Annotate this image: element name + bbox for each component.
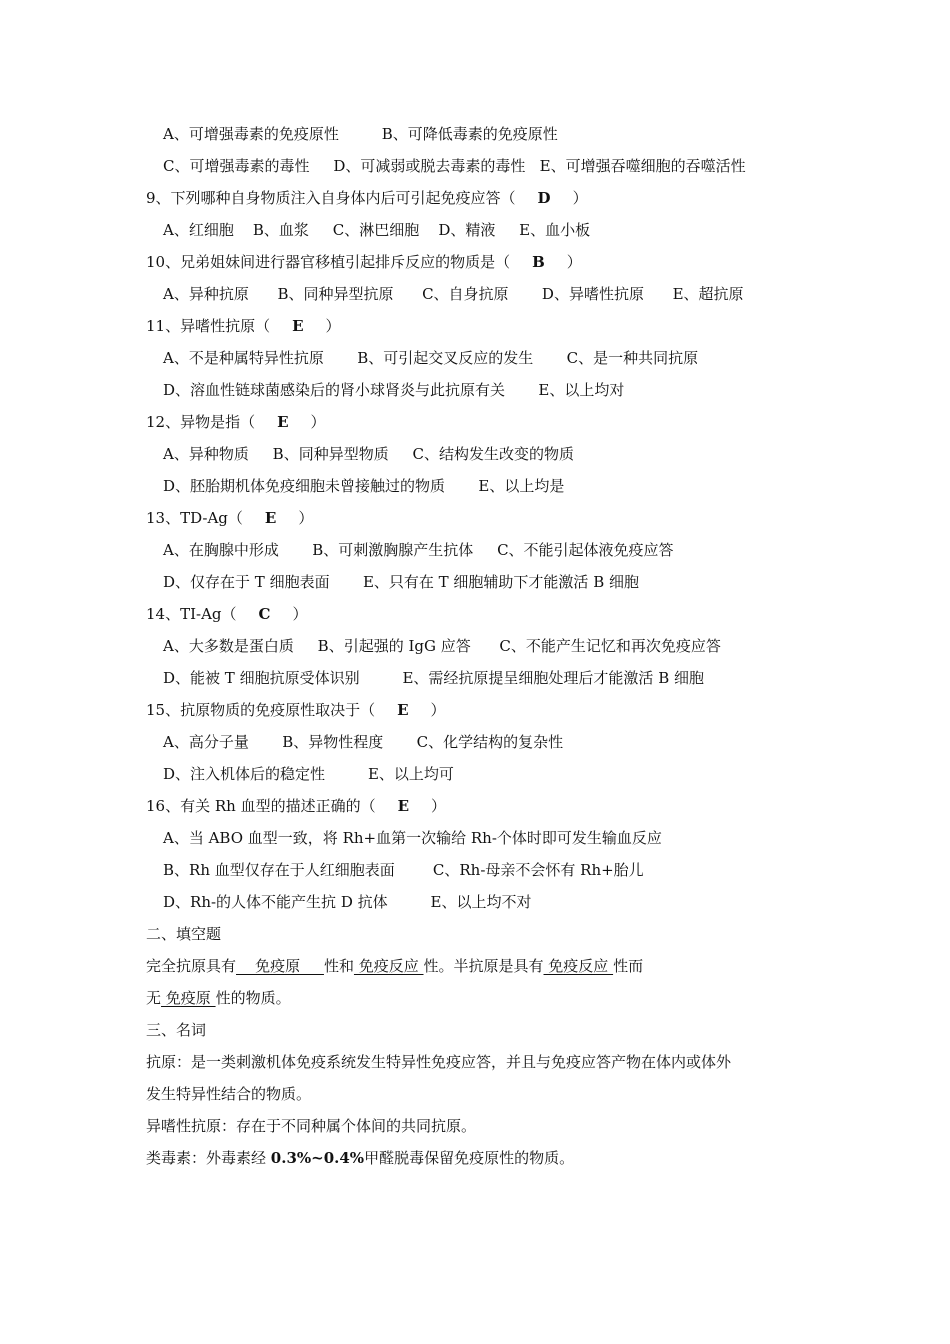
question-15-options-2: D、注入机体后的稳定性 E、以上均可 [163, 765, 454, 783]
question-12-options-1: A、异种物质 B、同种异型物质 C、结构发生改变的物质 [163, 445, 575, 463]
text-segment: 性和 [323, 957, 354, 975]
question-16-options-3: D、Rh-的人体不能产生抗 D 抗体 E、以上均不对 [163, 893, 532, 911]
question-11-options-1: A、不是种属特异性抗原 B、可引起交叉反应的发生 C、是一种共同抗原 [163, 349, 699, 367]
q8-options-line-2: C、可增强毒素的毒性 D、可减弱或脱去毒素的毒性 E、可增强吞噬细胞的吞噬活性 [163, 157, 746, 175]
question-13-options-1: A、在胸腺中形成 B、可刺激胸腺产生抗体 C、不能引起体液免疫应答 [163, 541, 674, 559]
definition-antigen-line-1: 抗原：是一类刺激机体免疫系统发生特异性免疫应答，并且与免疫应答产物在体内或体外 [146, 1053, 732, 1071]
question-stem: 12、异物是指（ [146, 413, 256, 431]
text-segment: 无 [146, 989, 162, 1007]
answer-letter: E [397, 797, 410, 815]
question-stem: 13、TD-Ag（ [146, 509, 243, 527]
text-segment: 性的物质。 [215, 989, 291, 1007]
question-15 [146, 700, 446, 720]
q8-options-line-1: A、可增强毒素的免疫原性 B、可降低毒素的免疫原性 [163, 125, 558, 143]
fill-blank-line-2 [146, 988, 291, 1008]
answer-letter: C [258, 605, 271, 623]
fill-blank-line-1 [146, 956, 643, 976]
definition-toxoid [146, 1148, 574, 1168]
answer-letter: B [532, 253, 545, 271]
question-14 [146, 604, 308, 624]
question-10 [146, 252, 582, 272]
text-segment: 完全抗原具有 [146, 957, 237, 975]
text-segment: 性。半抗原是具有 [423, 957, 544, 975]
question-close: ） [325, 317, 341, 335]
question-9-options: A、红细胞 B、血浆 C、淋巴细胞 D、精液 E、血小板 [163, 221, 591, 239]
question-close: ） [431, 797, 447, 815]
answer-letter: E [397, 701, 409, 719]
answer-letter: D [537, 189, 551, 207]
text-segment: 性而 [613, 957, 644, 975]
question-close: ） [430, 701, 446, 719]
question-11 [146, 316, 341, 336]
question-close: ） [298, 509, 314, 527]
question-14-options-1: A、大多数是蛋白质 B、引起强的 IgG 应答 C、不能产生记忆和再次免疫应答 [163, 637, 721, 655]
question-stem: 14、TI-Ag（ [146, 605, 237, 623]
blank-answer: 免疫反应 [353, 957, 424, 975]
answer-letter: E [277, 413, 289, 431]
definition-antigen-line-2: 发生特异性结合的物质。 [146, 1085, 312, 1103]
question-12 [146, 412, 326, 432]
question-stem: 11、异嗜性抗原（ [146, 317, 271, 335]
question-15-options-1: A、高分子量 B、异物性程度 C、化学结构的复杂性 [163, 733, 564, 751]
question-13-options-2: D、仅存在于 T 细胞表面 E、只有在 T 细胞辅助下才能激活 B 细胞 [163, 573, 639, 591]
section-2-heading: 二、填空题 [146, 925, 222, 943]
question-close: ） [566, 253, 582, 271]
question-9 [146, 188, 588, 208]
question-14-options-2: D、能被 T 细胞抗原受体识别 E、需经抗原提呈细胞处理后才能激活 B 细胞 [163, 669, 704, 687]
question-close: ） [572, 189, 588, 207]
answer-letter: E [292, 317, 304, 335]
question-16-options-1: A、当 ABO 血型一致，将 Rh+血第一次输给 Rh-个体时即可发生输血反应 [163, 829, 662, 847]
question-stem: 16、有关 Rh 血型的描述正确的（ [146, 797, 376, 815]
blank-answer: 免疫原 [236, 957, 324, 975]
text-segment: 甲醛脱毒保留免疫原性的物质。 [364, 1149, 575, 1167]
formaldehyde-concentration: 0.3%~0.4% [270, 1149, 365, 1167]
question-10-options: A、异种抗原 B、同种异型抗原 C、自身抗原 D、异嗜性抗原 E、超抗原 [163, 285, 744, 303]
section-3-heading: 三、名词 [146, 1021, 207, 1039]
question-stem: 15、抗原物质的免疫原性取决于（ [146, 701, 376, 719]
text-segment: 类毒素：外毒素经 [146, 1149, 271, 1167]
question-13 [146, 508, 313, 528]
definition-heterophile-antigen: 异嗜性抗原：存在于不同种属个体间的共同抗原。 [146, 1117, 477, 1135]
question-16-options-2: B、Rh 血型仅存在于人红细胞表面 C、Rh-母亲不会怀有 Rh+胎儿 [163, 861, 644, 879]
answer-letter: E [264, 509, 277, 527]
question-stem: 10、兄弟姐妹间进行器官移植引起排斥反应的物质是（ [146, 253, 511, 271]
question-stem: 9、下列哪种自身物质注入自身体内后可引起免疫应答（ [146, 189, 516, 207]
question-close: ） [310, 413, 326, 431]
question-16 [146, 796, 446, 816]
question-close: ） [292, 605, 308, 623]
question-12-options-2: D、胚胎期机体免疫细胞未曾接触过的物质 E、以上均是 [163, 477, 565, 495]
question-11-options-2: D、溶血性链球菌感染后的肾小球肾炎与此抗原有关 E、以上均对 [163, 381, 625, 399]
blank-answer: 免疫原 [161, 989, 216, 1007]
blank-answer: 免疫反应 [543, 957, 614, 975]
